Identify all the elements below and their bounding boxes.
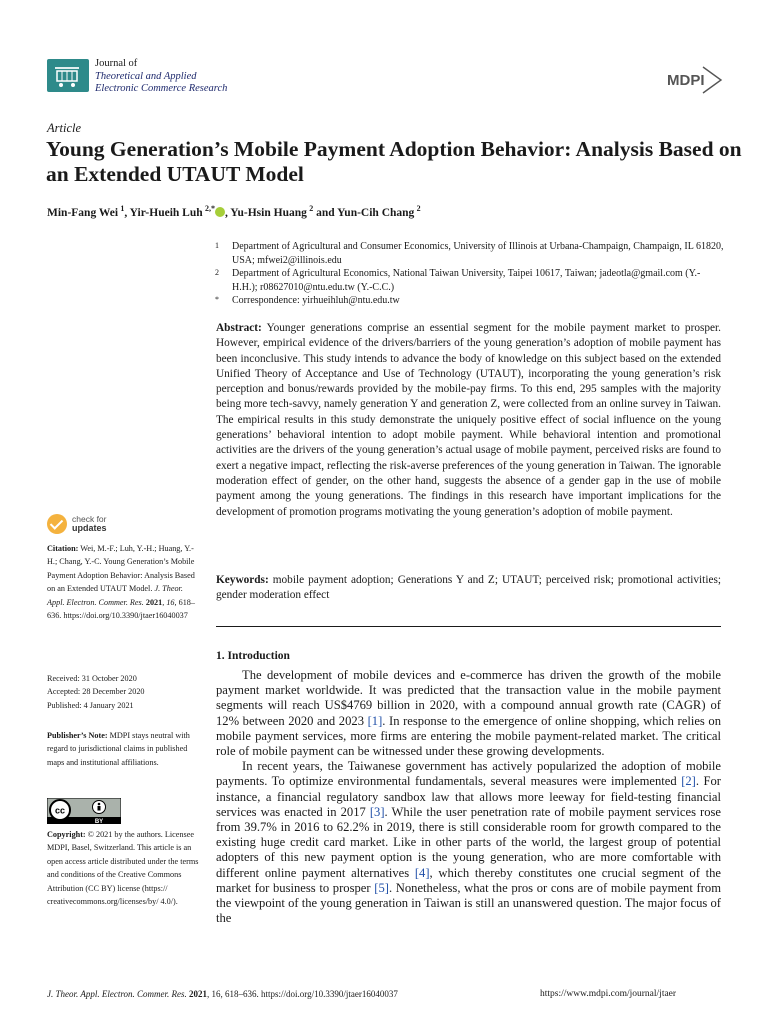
- journal-name-line1: Journal of: [95, 58, 138, 69]
- author-name[interactable]: Yu-Hsin Huang: [230, 206, 307, 219]
- shopping-cart-icon: [51, 63, 85, 89]
- published-date: Published: 4 January 2021: [47, 700, 134, 710]
- check-for-updates-button[interactable]: [47, 514, 107, 534]
- article-dates: [47, 672, 199, 712]
- affiliation: [215, 267, 725, 294]
- citation-link[interactable]: [2]: [681, 774, 696, 789]
- keywords-text: mobile payment adoption; Generations Y and Z; UTAUT; perceived risk; promotional activities; gender moderation effect: [216, 574, 722, 602]
- affiliation-mark: 2: [215, 268, 219, 277]
- author-name[interactable]: Yir-Hueih Luh: [129, 206, 203, 219]
- paragraph: In recent years, the Taiwanese government has actively popularized the adoption of mobile payments. To optimize environmental fundamentals, several measures were implemented [2]. For instance, a financial regulatory sandbox law that allows more leeway for field-testing financial services was enacted in 2017 [3]. While the user penetration rate of mobile payment services rose from 39.7% in 2016 to 62.2% in 2019, there is still considerable room for growth compared to the existing huge credit card market. Like in other parts of the world, the largest group of potential adopters of this new payment option is the young generation, who are more comfortable with different online payment alternatives [4], which thereby constitutes one crucial segment of the market for business to prosper [5]. Nonetheless, what the pros or cons are of mobile payment from the viewpoint of the young generation in Taiwan is still an unanswered question. The major focus of the: [216, 759, 722, 926]
- footer-doi: 16, 618–636. https://doi.org/10.3390/jtaer16040037: [211, 989, 398, 999]
- received-date: Received: 31 October 2020: [47, 674, 137, 683]
- citation-year: 2021: [145, 597, 163, 607]
- affiliation-text: Department of Agricultural and Consumer Economics, University of Illinois at Urbana-Champaign, Champaign, IL 61820, USA; mfwei2@illinois.edu: [232, 241, 724, 266]
- citation-link[interactable]: [3]: [369, 804, 385, 819]
- article-type: Article: [47, 121, 82, 135]
- author-name[interactable]: Yun-Cih Chang: [337, 206, 415, 219]
- keywords-label: Keywords:: [216, 574, 269, 586]
- check-updates-line1: check for: [72, 514, 107, 524]
- author-affil-mark: 2: [416, 204, 421, 213]
- footer-year: 2021: [189, 989, 207, 999]
- footer-citation: J. Theor. Appl. Electron. Commer. Res. 2021, 16, 618–636. https://doi.org/10.3390/jtaer16040037: [47, 989, 398, 999]
- citation: Citation: Wei, M.-F.; Luh, Y.-H.; Huang, Y.-H.; Chang, Y.-C. Young Generation’s Mobile Payment Adoption Behavior: Analysis Based on an Extended UTAUT Model. J. Theor. Appl. Electron. Commer. Res. 2021, 16, 618–636. https://doi.org/10.3390/jtaer16040037: [47, 544, 195, 621]
- journal-name-line2: Theoretical and Applied: [95, 70, 197, 82]
- abstract-label: Abstract:: [216, 322, 262, 334]
- introduction-body: [216, 668, 721, 926]
- author-affil-mark: 1: [120, 204, 125, 213]
- divider: [216, 626, 721, 627]
- check-icon: [47, 514, 67, 534]
- author-list: Min-Fang Wei $^1$, Yir-Hueih Luh $^{2,*}$ , Yu-Hsin Huang $^2$ and Yun-Cih Chang $^2$: [47, 204, 421, 219]
- citation-pages-doi: 618–636. https://doi.org/10.3390/jtaer16040037: [47, 597, 195, 621]
- copyright-text: © 2021 by the authors. Licensee MDPI, Basel, Switzerland. This article is an open access article distributed under the terms and conditions of the Creative Commons Attribution (CC BY) license (https:// creativecommons.org/licenses/by/ 4.0/).: [47, 830, 199, 907]
- keywords: [216, 573, 721, 604]
- affiliation-mark: 1: [215, 241, 219, 250]
- citation-link[interactable]: [4]: [414, 865, 430, 880]
- publisher-note-label: Publisher’s Note:: [47, 731, 108, 740]
- svg-text:BY: BY: [94, 819, 104, 824]
- cc-by-license-icon[interactable]: [47, 798, 121, 824]
- publisher-note-text: MDPI stays neutral with regard to jurisdictional claims in published maps and institutional affiliations.: [47, 731, 190, 767]
- author-name[interactable]: Min-Fang Wei: [47, 206, 119, 219]
- journal-name-line3: Electronic Commerce Research: [95, 83, 228, 94]
- author-affil-mark: 2: [309, 204, 314, 213]
- svg-text:MDPI: MDPI: [667, 72, 705, 89]
- journal-name: [95, 58, 227, 96]
- citation-link[interactable]: [1]: [367, 713, 383, 728]
- mdpi-logo: [667, 65, 723, 95]
- section-heading: 1. Introduction: [216, 650, 290, 662]
- copyright: [47, 828, 199, 908]
- article-title: Young Generation’s Mobile Payment Adoption Behavior: Analysis Based on an Extended UTAUT Model: [46, 137, 742, 186]
- svg-text:cc: cc: [54, 805, 66, 816]
- orcid-icon[interactable]: [215, 207, 225, 217]
- author-affil-mark: 2,*: [204, 204, 215, 213]
- citation-text: Wei, M.-F.; Luh, Y.-H.; Huang, Y.-H.; Chang, Y.-C. Young Generation’s Mobile Payment Adoption Behavior: Analysis Based on an Extended UTAUT Model.: [47, 544, 195, 594]
- citation-journal: J. Theor. Appl. Electron. Commer. Res.: [47, 584, 183, 607]
- publisher-note: [47, 729, 199, 769]
- footer-journal-url[interactable]: https://www.mdpi.com/journal/jtaer: [540, 989, 677, 999]
- abstract-text: Younger generations comprise an essential segment for the mobile payment market to prosper. However, empirical evidence of the drivers/barriers of the young generation’s adoption of mobile payment has been inconclusive. This study intends to advance the body of knowledge on this subject based on the extended Unified Theory of Acceptance and Use of Technology (UTAUT), incorporating the young generation’s risk perception and bonus/rewards provided by the mobile-pay firms. To this end, 295 samples with the majority being more tech-savvy, namely generation Y and generation Z, were collected from an online survey in Taiwan. The empirical results in this study demonstrate the uniquely positive effect of social influence on the young generations’ behavioral intention to adopt mobile payment. While behavioral intention and promotional activities are the drivers of the young generation’s actual usage of mobile payment, perceived risks are found to exert a negative impact, reflecting the risk-averse preferences of the young generation in Taiwan. The ignorable moderation effect of gender, on the other hand, suggests the absence of a gender gap in the use of mobile payment among the young generations. The findings in this research have important implications for the development of promotion programs motivating the young generation’s adoption of mobile payment.: [216, 322, 722, 518]
- paragraph: The development of mobile devices and e-commerce has driven the growth of the mobile payment market worldwide. It was predicted that the transaction value in the mobile payment segments will reach US$4769 billion in 2020, with a compound annual growth rate (CAGR) of 12% between 2020 and 2023 [1]. In response to the emergence of online shopping, which relies on mobile payment services, more firms are entering the mobile payment-related market. The critical role of mobile payment can be witnessed under these growing developments.: [216, 668, 721, 759]
- journal-logo: [47, 59, 89, 92]
- citation-volume: 16: [166, 597, 175, 607]
- correspondence: [215, 294, 725, 308]
- affiliation-mark: *: [215, 295, 219, 304]
- citation-link[interactable]: [5]: [374, 880, 389, 895]
- footer-journal: J. Theor. Appl. Electron. Commer. Res.: [47, 989, 187, 999]
- citation-label: Citation:: [47, 544, 79, 553]
- affiliation-text: Department of Agricultural Economics, National Taiwan University, Taipei 10617, Taiwan; jadeotla@gmail.com (Y.-H.H.); r08627010@ntu.edu.tw (Y.-C.C.): [232, 268, 701, 293]
- affiliation: [215, 240, 725, 267]
- affiliation-text: Correspondence: yirhueihluh@ntu.edu.tw: [232, 295, 400, 306]
- copyright-label: Copyright:: [47, 830, 86, 839]
- abstract: [216, 321, 721, 520]
- check-updates-line2: updates: [72, 523, 107, 533]
- accepted-date: Accepted: 28 December 2020: [47, 687, 145, 697]
